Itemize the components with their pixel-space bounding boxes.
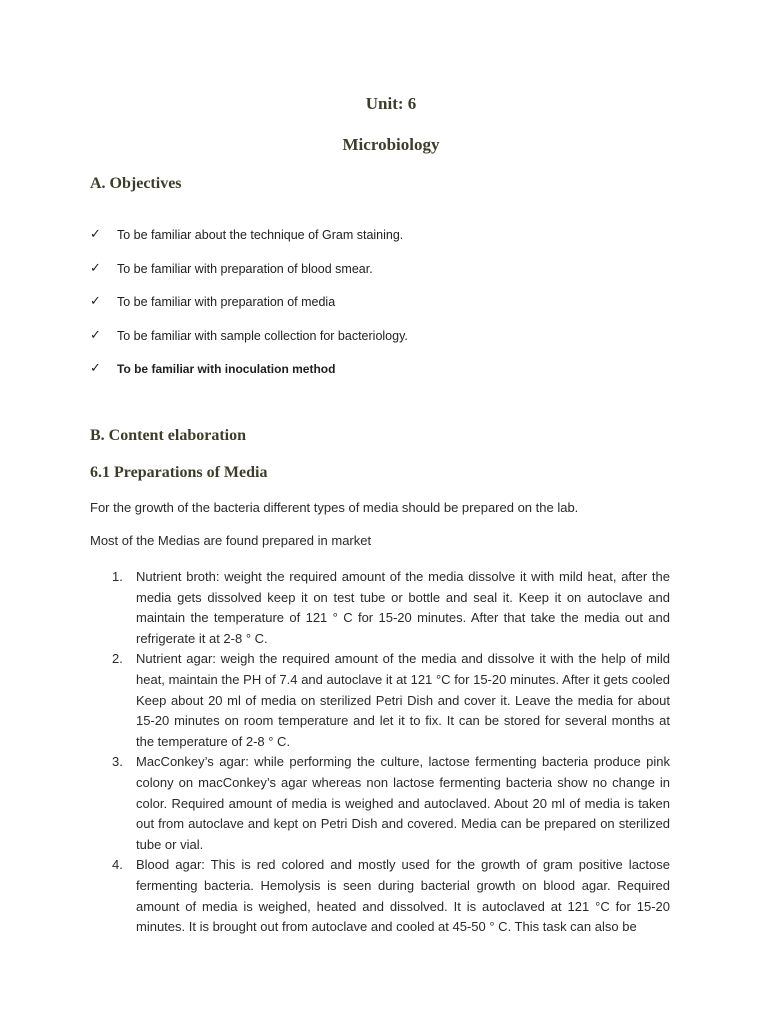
list-item bbox=[90, 855, 670, 937]
subject-title: Microbiology bbox=[342, 135, 440, 154]
list-number: 2. bbox=[112, 651, 123, 667]
checkmark-icon: ✓ bbox=[90, 326, 101, 342]
objective-text: To be familiar with preparation of blood smear. bbox=[117, 261, 373, 276]
checkmark-icon: ✓ bbox=[90, 293, 101, 308]
media-list bbox=[90, 567, 670, 938]
objectives-heading: A. Objectives bbox=[90, 175, 182, 192]
list-number: 1. bbox=[112, 569, 123, 584]
list-item bbox=[90, 567, 670, 649]
checkmark-icon: ✓ bbox=[90, 259, 101, 275]
unit-title: Unit: 6 bbox=[365, 94, 417, 113]
objective-text: To be familiar with inoculation method bbox=[117, 362, 336, 376]
checkmark-icon: ✓ bbox=[90, 360, 101, 375]
list-text: Nutrient agar: weigh the required amount of the media and dissolve it with the help of mild heat, maintain the PH of 7.4 and autoclave it at 121 °C for 15-20 minutes. After it gets cooled Keep about 20 ml of media on sterilized Petri Dish and cover it. Leave the media for about 15-20 minutes on room temperature and let it to fix. It can be stored for several months at the temperature of 2-8 ° C. bbox=[136, 651, 670, 749]
section-heading: 6.1 Preparations of Media bbox=[90, 464, 268, 481]
objective-text: To be familiar with preparation of media bbox=[117, 295, 336, 309]
content-heading: B. Content elaboration bbox=[90, 427, 246, 444]
list-text: Nutrient broth: weight the required amount of the media dissolve it with mild heat, after the media gets dissolved keep it on test tube or bottle and seal it. Keep it on autoclave and maintain the temperature of 121 ° C for 15-20 minutes. After that take the media out and refrigerate it at 2-8 ° C. bbox=[136, 569, 670, 646]
checkmark-icon: ✓ bbox=[90, 226, 101, 241]
intro-paragraph: For the growth of the bacteria different types of media should be prepared on the lab. bbox=[90, 500, 579, 515]
list-item bbox=[90, 649, 670, 752]
objective-text: To be familiar about the technique of Gram staining. bbox=[117, 228, 404, 242]
list-item bbox=[90, 752, 670, 855]
list-text: MacConkey’s agar: while performing the culture, lactose fermenting bacteria produce pink colony on macConkey’s agar whereas non lactose fermenting bacteria show no change in color. Required amount of media is weighed and autoclaved. About 20 ml of media is taken out from autoclave and kept on Petri Dish and covered. Media can be prepared on sterilized tube or vial. bbox=[136, 754, 670, 852]
objective-text: To be familiar with sample collection for bacteriology. bbox=[117, 328, 408, 343]
intro-paragraph: Most of the Medias are found prepared in market bbox=[90, 533, 372, 548]
list-text: Blood agar: This is red colored and mostly used for the growth of gram positive lactose fermenting bacteria. Hemolysis is seen during bacterial growth on blood agar. Required amount of media is weighed, heated and dissolved. It is autoclaved at 121 °C for 15-20 minutes. It is brought out from autoclave and cooled at 45-50 ° C. This task can also be bbox=[136, 857, 670, 935]
list-number: 3. bbox=[112, 754, 123, 770]
list-number: 4. bbox=[112, 857, 123, 873]
